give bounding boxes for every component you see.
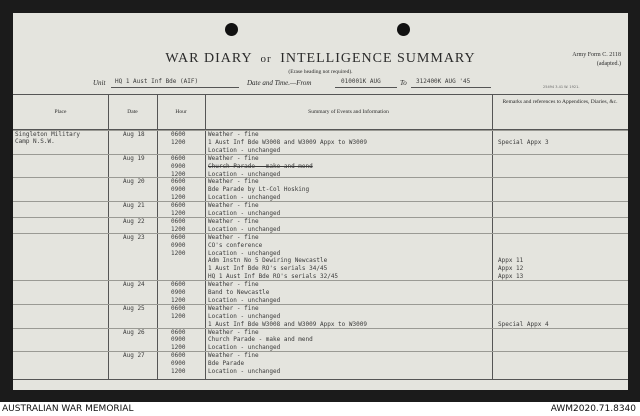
row-date: Aug 26 [123,328,145,336]
date-to-value: 312400K AUG '45 [416,78,471,85]
date-from-value: 010001K AUG [341,78,381,85]
day-rule [13,201,628,202]
row-event: Location - unchanged [208,194,281,202]
row-date: Aug 23 [123,233,145,241]
form-reference-number: Army Form C. 2118 [572,52,621,58]
row-date: Aug 19 [123,154,145,162]
row-remark: Special Appx 3 [498,138,549,146]
day-rule [13,217,628,218]
title-subtitle: (Erase heading not required). [288,69,353,75]
day-rule [13,351,628,352]
row-hour: 0600 [171,304,186,312]
day-rule [13,233,628,234]
row-event: Weather - fine [208,202,259,210]
day-rule [13,304,628,305]
row-hour: 1200 [171,312,186,320]
row-event: Weather - fine [208,217,259,225]
row-event: 1 Aust Inf Bde W3008 and W3009 Appx to W3009 [208,138,367,146]
row-hour: 0600 [171,178,186,186]
date-to-underline [411,87,491,88]
row-hour: 0600 [171,131,186,138]
row-event: Location - unchanged [208,344,281,352]
row-date: Aug 25 [123,304,145,312]
row-hour: 0900 [171,289,186,296]
day-rule [13,280,628,281]
unit-label: Unit [93,79,106,87]
unit-underline [111,87,239,88]
row-hour: 1200 [171,194,186,202]
row-hour: 1200 [171,210,186,217]
form-print-code: 25494 3.41 W. 1921. [543,85,580,89]
row-event: Weather - fine [208,304,259,312]
row-event: Location - unchanged [208,225,281,233]
place-line-2: Camp N.S.W. [15,138,55,145]
row-event: Weather - fine [208,233,259,241]
row-remark: Appx 11 [498,257,524,265]
form-reference-sub: (adapted.) [596,61,621,67]
col-header-remarks: Remarks and references to Appendices, Diaries, &c. [502,99,618,105]
col-header-hour: Hour [175,109,187,115]
col-header-date: Date [127,109,138,115]
row-event: Weather - fine [208,352,259,360]
row-event: 1 Aust Inf Bde W3008 and W3009 Appx to W3009 [208,320,367,328]
row-hour: 0600 [171,233,186,241]
day-rule [13,154,628,155]
row-remark: Appx 12 [498,265,524,273]
row-event: Location - unchanged [208,368,281,375]
footer-credit: AUSTRALIAN WAR MEMORIAL [2,404,134,414]
row-event: Adm Instn No 5 Dewiring Newcastle [208,257,328,265]
row-event: Church Parade - make and mend [208,162,313,170]
row-hour: 0600 [171,352,186,360]
day-rule [13,177,628,178]
col-divider [157,95,158,379]
form-reference [531,51,621,69]
row-event: Weather - fine [208,178,259,186]
row-event: Bde Parade [208,360,245,368]
row-event: Weather - fine [208,281,259,289]
row-event: CO's conference [208,241,263,249]
row-hour: 0600 [171,328,186,336]
row-hour: 1200 [171,368,186,375]
row-event: Weather - fine [208,154,259,162]
row-hour: 1200 [171,296,186,304]
row-hour: 0900 [171,360,186,368]
unit-value: HQ 1 Aust Inf Bde (AIF) [115,78,199,85]
row-hour: 0600 [171,154,186,162]
footer-accession-number: AWM2020.71.8340 [550,404,636,414]
day-rule [13,130,628,131]
row-event: Weather - fine [208,328,259,336]
row-event: Location - unchanged [208,312,281,320]
col-header-place: Place [54,109,67,115]
day-rule [13,328,628,329]
row-hour: 0900 [171,162,186,170]
diary-sheet [13,13,628,390]
row-hour: 0900 [171,241,186,249]
place-line-1: Singleton Military [15,131,81,138]
row-event: Location - unchanged [208,146,281,154]
row-hour: 0900 [171,336,186,344]
row-hour: 0600 [171,281,186,289]
col-divider [108,95,109,379]
row-hour: 0600 [171,202,186,210]
row-date: Aug 21 [123,202,145,210]
row-event: Band to Newcastle [208,289,270,296]
col-header-summary: Summary of Events and Information [308,109,389,115]
punch-hole-left [225,23,238,36]
col-divider [492,95,493,379]
row-date: Aug 27 [123,352,145,360]
title-or: or [260,53,272,65]
row-event: Weather - fine [208,131,259,138]
row-event: Location - unchanged [208,296,281,304]
row-hour: 1200 [171,138,186,146]
row-date: Aug 20 [123,178,145,186]
row-hour: 1200 [171,249,186,257]
row-event: Location - unchanged [208,210,281,217]
row-hour: 1200 [171,225,186,233]
row-hour: 0600 [171,217,186,225]
row-remark: Appx 13 [498,273,524,281]
row-event: Church Parade - make and mend [208,336,313,344]
row-hour: 1200 [171,344,186,352]
to-label: To [400,79,407,87]
row-date: Aug 18 [123,131,145,138]
title-intelligence-summary: INTELLIGENCE SUMMARY [280,51,476,66]
date-label: Date and Time.—From [247,79,312,87]
row-event: Location - unchanged [208,170,281,178]
row-event: HQ 1 Aust Inf Bde RO's serials 32/45 [208,273,339,281]
row-event: Bde Parade by Lt-Col Hosking [208,186,310,194]
row-date: Aug 24 [123,281,145,289]
row-hour: 0900 [171,186,186,194]
row-remark: Special Appx 4 [498,320,549,328]
col-divider [205,95,206,379]
row-event: Location - unchanged [208,249,281,257]
row-event: 1 Aust Inf Bde RO's serials 34/45 [208,265,328,273]
date-from-underline [335,87,397,88]
row-date: Aug 22 [123,217,145,225]
title-war-diary: WAR DIARY [165,51,253,66]
punch-hole-right [397,23,410,36]
diary-table [13,94,628,380]
row-hour: 1200 [171,170,186,178]
